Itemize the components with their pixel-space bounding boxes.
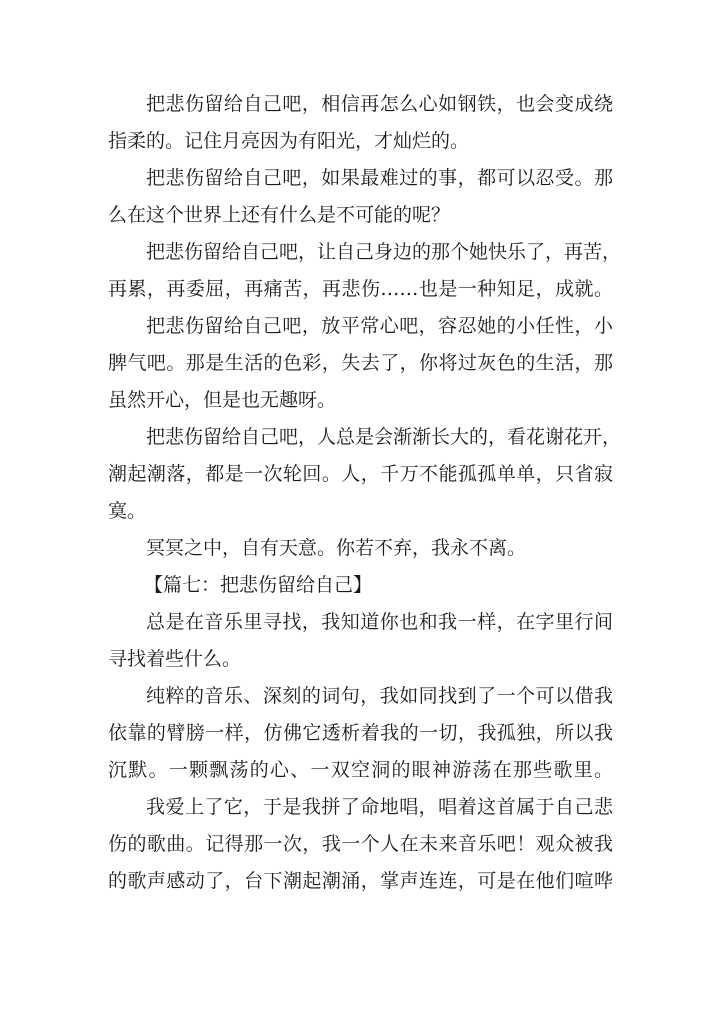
paragraph-line: 寻找着些什么。 bbox=[108, 648, 242, 670]
paragraph-line: 脾气吧。那是生活的色彩，失去了，你将过灰色的生活，那 bbox=[108, 352, 613, 374]
paragraph-line: 再累，再委屈，再痛苦，再悲伤……也是一种知足，成就。 bbox=[108, 278, 613, 300]
paragraph-line: 沉默。一颗飘荡的心、一双空洞的眼神游荡在那些歌里。 bbox=[108, 759, 613, 781]
paragraph-first-line: 总是在音乐里寻找，我知道你也和我一样，在字里行间 bbox=[146, 611, 613, 633]
paragraph-line: 的歌声感动了，台下潮起潮涌，掌声连连，可是在他们喧哗 bbox=[108, 870, 613, 892]
paragraph-first-line: 把悲伤留给自己吧，让自己身边的那个她快乐了，再苦， bbox=[146, 241, 622, 263]
paragraph-first-line: 冥冥之中，自有天意。你若不弃，我永不离。 bbox=[146, 537, 527, 559]
document-page bbox=[108, 86, 622, 900]
paragraph-line: 伤的歌曲。记得那一次，我一个人在未来音乐吧！观众被我 bbox=[108, 833, 613, 855]
paragraph-line: 指柔的。记住月亮因为有阳光，才灿烂的。 bbox=[108, 130, 470, 152]
paragraph-first-line: 把悲伤留给自己吧，如果最难过的事，都可以忍受。那 bbox=[146, 167, 613, 189]
paragraph-line: 依靠的臂膀一样，仿佛它透析着我的一切，我孤独，所以我 bbox=[108, 722, 613, 744]
paragraph-first-line: 把悲伤留给自己吧，相信再怎么心如钢铁，也会变成绕 bbox=[146, 93, 613, 115]
paragraph-line: 虽然开心，但是也无趣呀。 bbox=[108, 389, 337, 411]
paragraph-first-line: 纯粹的音乐、深刻的词句，我如同找到了一个可以借我 bbox=[146, 685, 613, 707]
paragraph-line: 潮起潮落，都是一次轮回。人，千万不能孤孤单单，只省寂 bbox=[108, 463, 613, 485]
paragraph-line: 么在这个世界上还有什么是不可能的呢？ bbox=[108, 204, 451, 226]
paragraph-line: 寞。 bbox=[108, 500, 147, 522]
paragraph-first-line: 把悲伤留给自己吧，人总是会渐渐长大的，看花谢花开， bbox=[146, 426, 622, 448]
section-heading: 【篇七：把悲伤留给自己】 bbox=[144, 574, 373, 596]
paragraph-first-line: 我爱上了它，于是我拼了命地唱，唱着这首属于自己悲 bbox=[146, 796, 613, 818]
paragraph-first-line: 把悲伤留给自己吧，放平常心吧，容忍她的小任性，小 bbox=[146, 315, 613, 337]
